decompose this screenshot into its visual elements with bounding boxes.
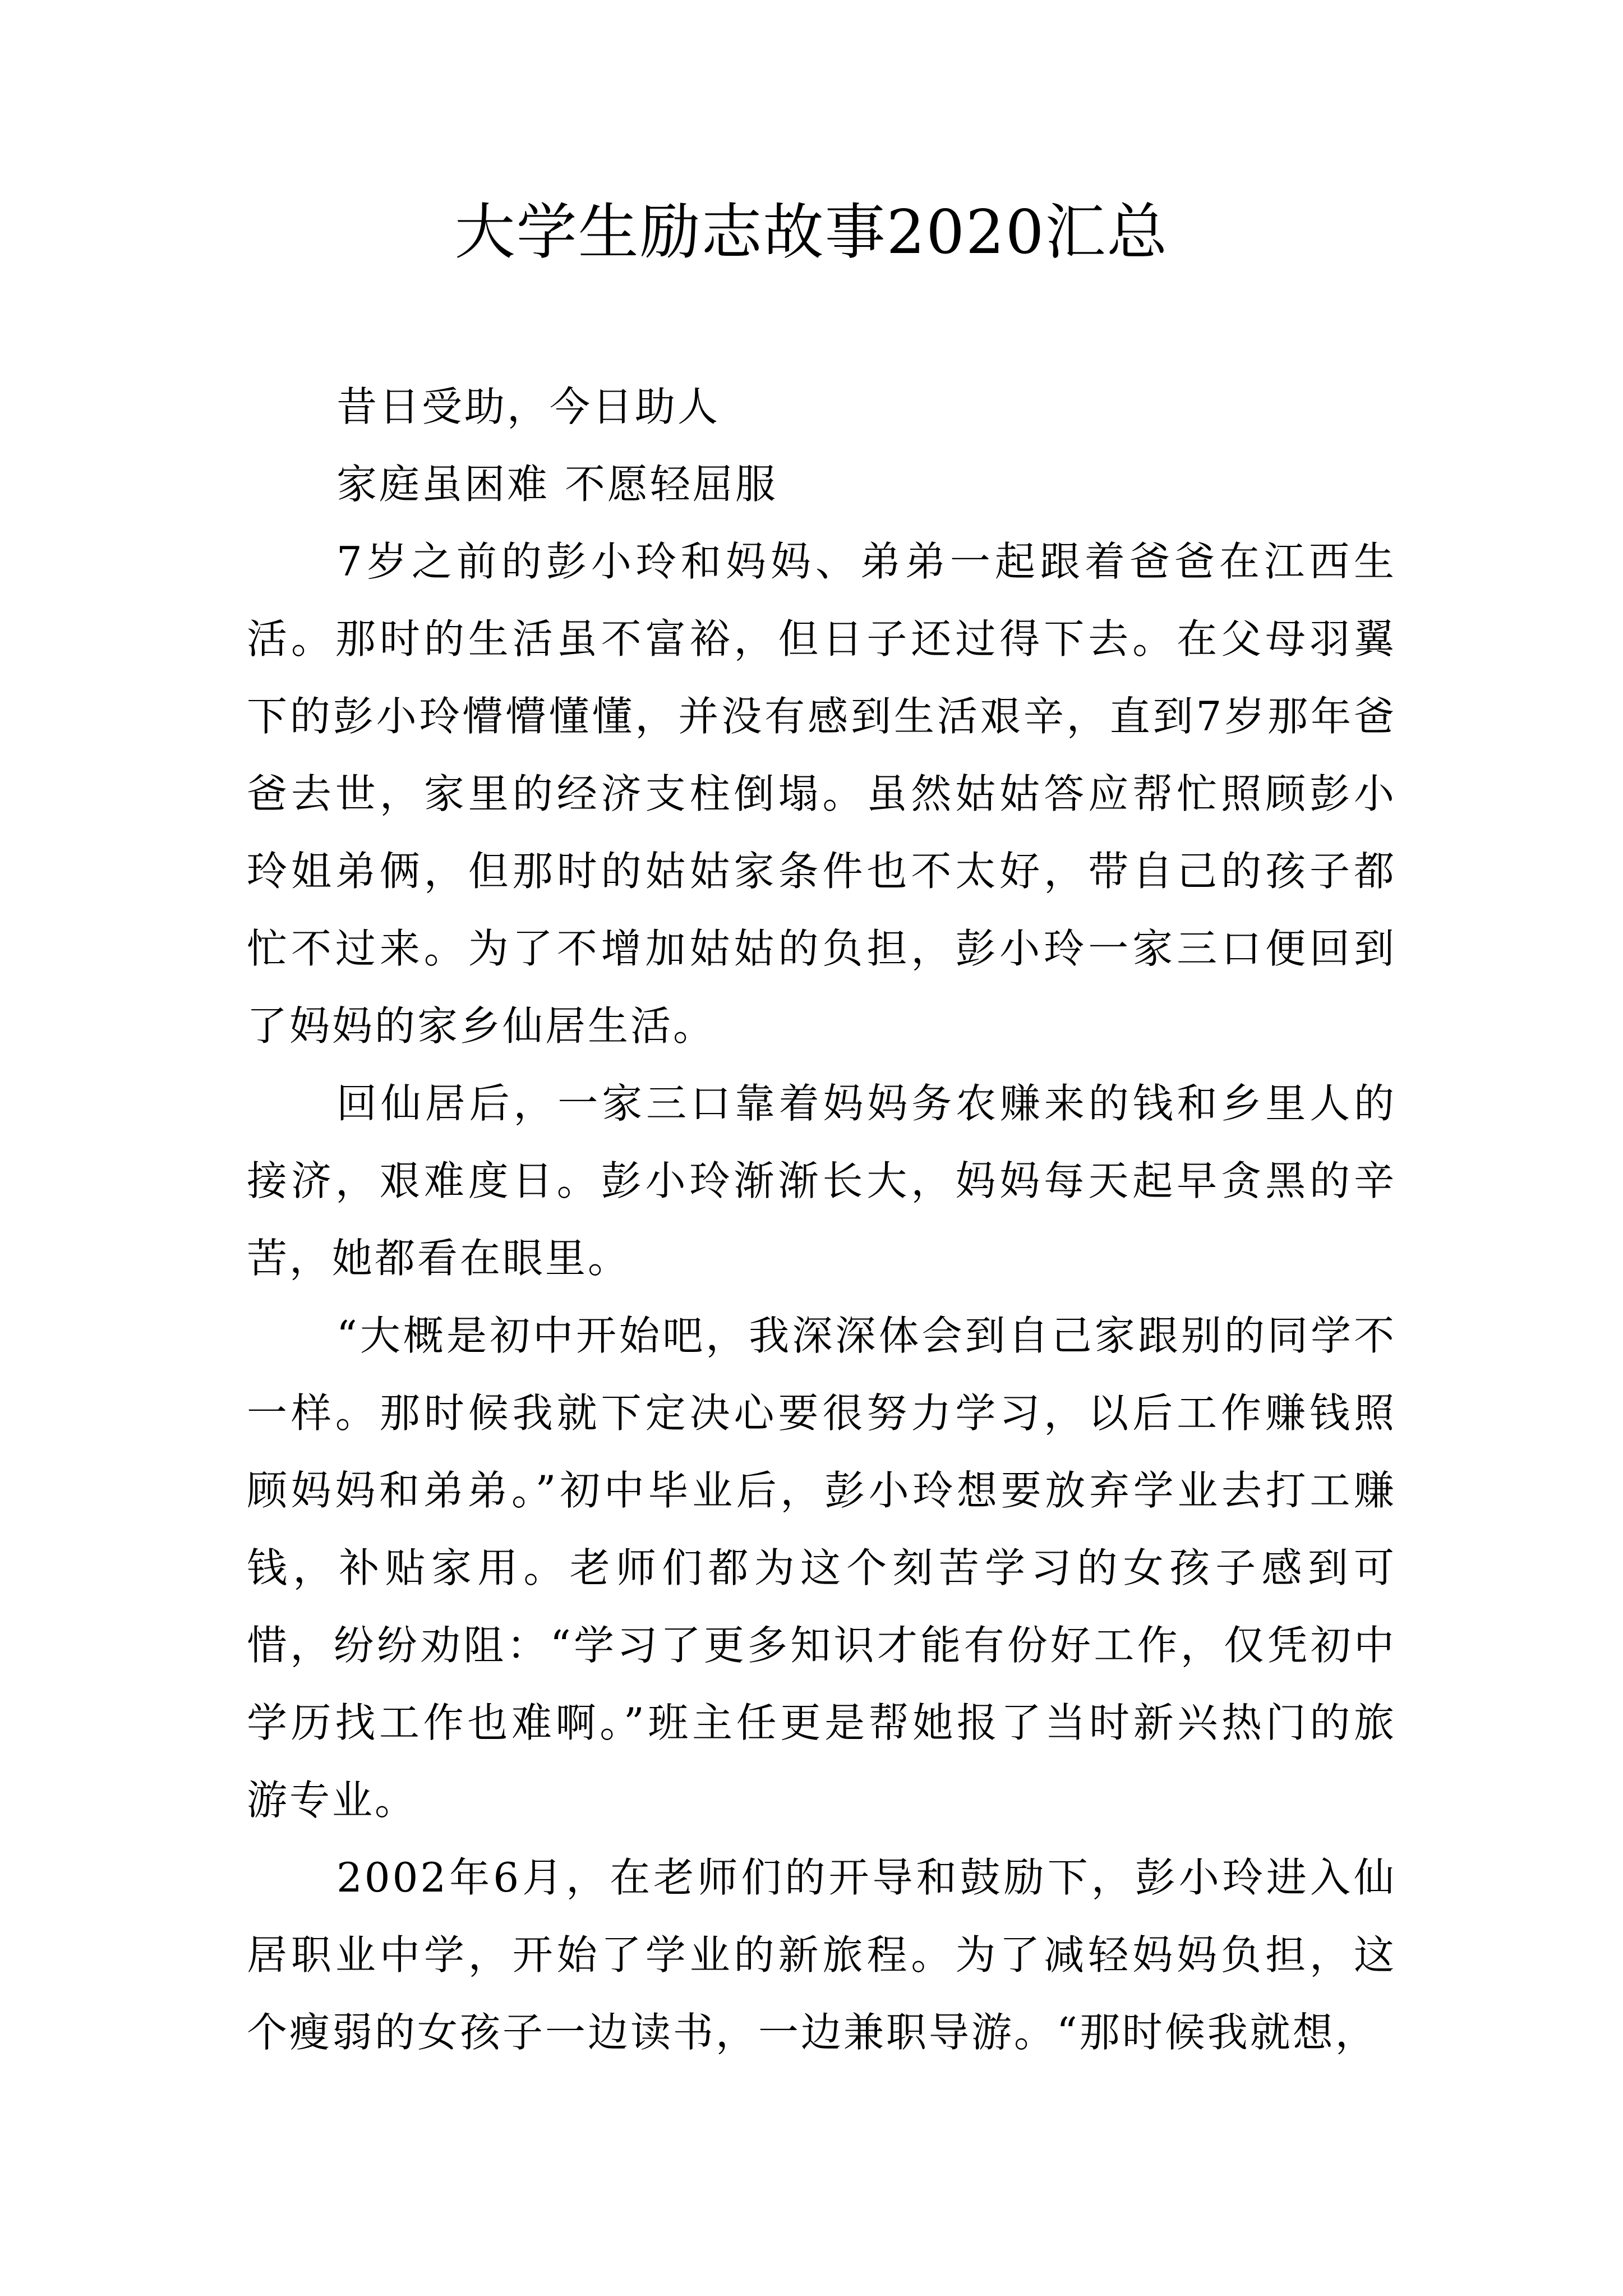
- paragraph-subheading-1: 昔日受助，今日助人: [336, 383, 721, 430]
- paragraph: 2002年6月，在老师们的开导和鼓励下，彭小玲进入仙居职业中学，开始了学业的新旅程。为了减轻妈妈负担，这个瘦弱的女孩子一边读书，一边兼职导游。“那时候我就想，: [247, 1854, 1396, 2056]
- paragraph: 回仙居后，一家三口靠着妈妈务农赚来的钱和乡里人的接济，艰难度日。彭小玲渐渐长大，妈妈每天起早贪黑的辛苦，她都看在眼里。: [247, 1080, 1396, 1282]
- paragraph: “大概是初中开始吧，我深深体会到自己家跟别的同学不一样。那时候我就下定决心要很努力学习，以后工作赚钱照顾妈妈和弟弟。”初中毕业后，彭小玲想要放弃学业去打工赚钱，补贴家用。老师们都为这个刻苦学习的女孩子感到可惜，纷纷劝阻：“学习了更多知识才能有份好工作，仅凭初中学历找工作也难啊。”班主任更是帮她报了当时新兴热门的旅游专业。: [247, 1312, 1396, 1824]
- paragraph-subheading-2: 家庭虽困难 不愿轻屈服: [336, 461, 778, 508]
- document-title: 大学生励志故事2020汇总: [454, 197, 1169, 268]
- document-body: [247, 368, 1396, 2071]
- paragraph: 7岁之前的彭小玲和妈妈、弟弟一起跟着爸爸在江西生活。那时的生活虽不富裕，但日子还过得下去。在父母羽翼下的彭小玲懵懵懂懂，并没有感到生活艰辛，直到7岁那年爸爸去世，家里的经济支柱倒塌。虽然姑姑答应帮忙照顾彭小玲姐弟俩，但那时的姑姑家条件也不太好，带自己的孩子都忙不过来。为了不增加姑姑的负担，彭小玲一家三口便回到了妈妈的家乡仙居生活。: [247, 538, 1396, 1050]
